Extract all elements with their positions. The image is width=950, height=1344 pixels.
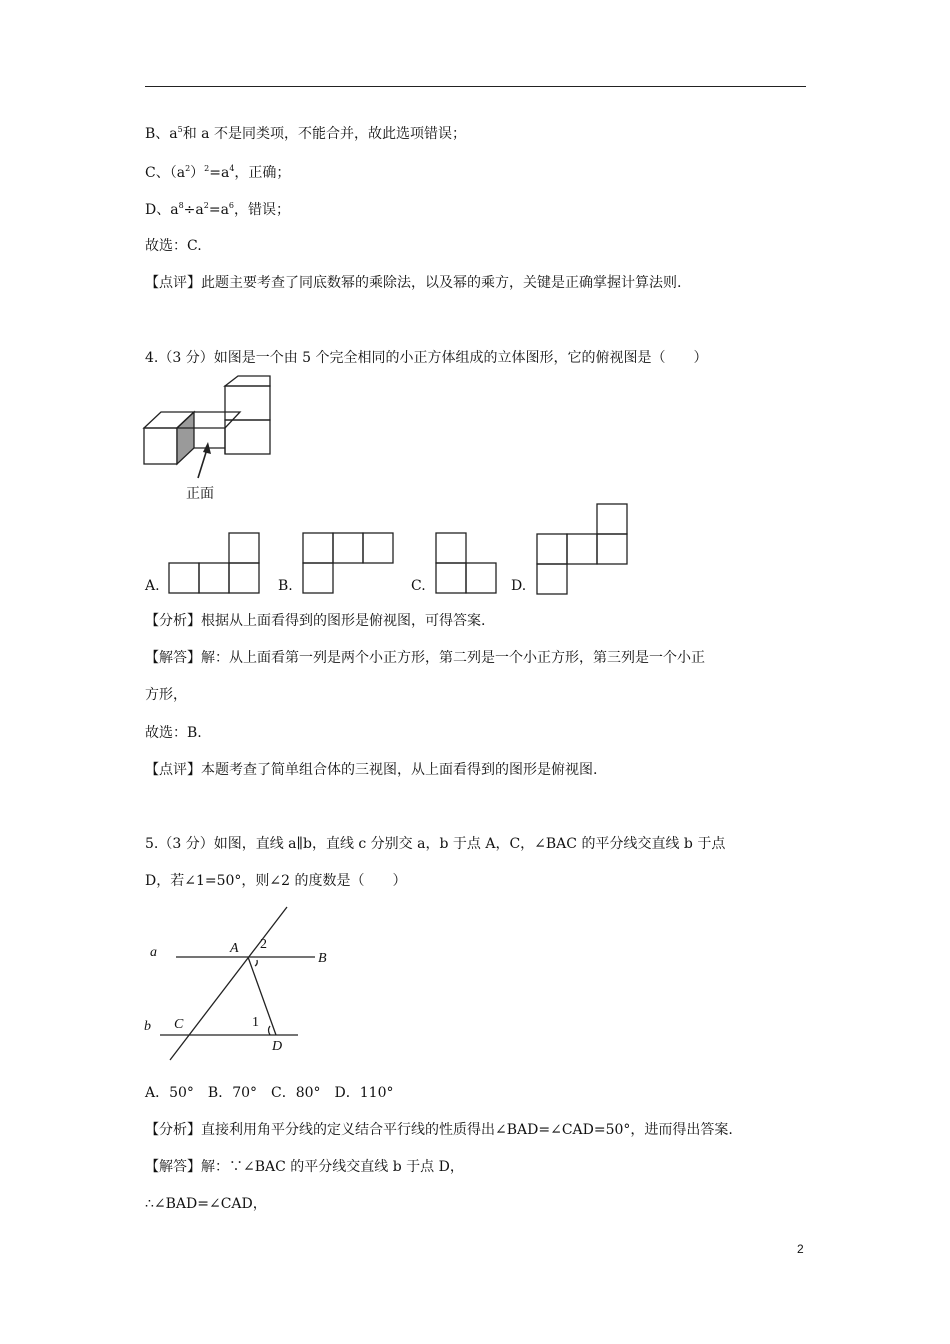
- angle-mark-a: [255, 960, 257, 966]
- label-point-a: A: [230, 941, 239, 956]
- angle-mark-d: [269, 1026, 271, 1035]
- sup: 8: [178, 201, 184, 210]
- label-point-d: D: [272, 1039, 283, 1054]
- label-point-b: B: [318, 951, 327, 966]
- text: =a: [209, 165, 230, 181]
- q5-solution-line1: 【解答】解：∵∠BAC 的平分线交直线 b 于点 D，: [145, 1159, 464, 1175]
- q3-option-b-line: [145, 124, 466, 144]
- q3-answer: 故选：C.: [145, 238, 202, 254]
- label-b: b: [144, 1019, 151, 1034]
- q5-analysis: 【分析】直接利用角平分线的定义结合平行线的性质得出∠BAD=∠CAD=50°，进而得出答案.: [145, 1122, 733, 1138]
- text: 和 a 不是同类项，不能合并，故此选项错误；: [182, 126, 466, 142]
- q3-option-d-line: [145, 200, 290, 220]
- q4-option-b-label: B.: [278, 578, 293, 594]
- q4-option-a-figure: [168, 533, 260, 595]
- q4-stem: 4.（3 分）如图是一个由 5 个完全相同的小正方体组成的立体图形，它的俯视图是（ ）: [145, 350, 708, 366]
- sup: 4: [229, 164, 235, 173]
- q4-option-c-label: C.: [411, 578, 426, 594]
- q4-option-d-label: D.: [511, 578, 527, 594]
- q4-comment: 【点评】本题考查了简单组合体的三视图，从上面看得到的图形是俯视图.: [145, 762, 598, 778]
- q5-stem-line2: D，若∠1=50°，则∠2 的度数是（ ）: [145, 873, 407, 889]
- text: ，正确；: [234, 165, 291, 181]
- sup: 6: [228, 201, 235, 210]
- q4-solution-line1: 【解答】解：从上面看第一列是两个小正方形，第二列是一个小正方形，第三列是一个小正: [145, 650, 705, 666]
- text: C、（a: [145, 165, 186, 181]
- text: D、a: [145, 202, 179, 218]
- q5-solution-line2: ∴∠BAD=∠CAD，: [145, 1196, 267, 1212]
- header-rule: [145, 86, 806, 87]
- q3-option-c-line: [145, 163, 290, 183]
- cube-tower-upper: [225, 386, 270, 420]
- q4-answer: 故选：B.: [145, 725, 202, 741]
- text: B、a: [145, 126, 178, 142]
- front-view-label: 正面: [186, 486, 214, 502]
- page-number: 2: [797, 1242, 804, 1256]
- text: ）: [190, 165, 205, 181]
- text: ÷a: [183, 202, 204, 218]
- q5-options: A．50° B．70° C．80° D．110°: [145, 1085, 394, 1101]
- sup: 2: [185, 164, 191, 173]
- cube-tower-top: [225, 376, 270, 386]
- text: =a: [208, 202, 229, 218]
- line-c: [170, 907, 287, 1060]
- sup: 5: [177, 125, 183, 134]
- q5-stem-line1: 5.（3 分）如图，直线 a∥b，直线 c 分别交 a，b 于点 A，C，∠BAC 的平分线交直线 b 于点: [145, 836, 726, 852]
- sup: 2: [204, 164, 210, 173]
- label-point-c: C: [174, 1017, 184, 1032]
- q4-option-c-figure: [435, 533, 497, 595]
- q4-option-a-label: A.: [145, 578, 160, 594]
- q5-geometry-figure: [140, 902, 340, 1062]
- cube-tower-lower: [225, 420, 270, 454]
- text: ，错误；: [234, 202, 291, 218]
- label-angle-1: 1: [252, 1015, 259, 1030]
- q3-comment: 【点评】此题主要考查了同底数幂的乘除法，以及幂的乘方，关键是正确掌握计算法则.: [145, 275, 682, 291]
- q4-option-b-figure: [302, 533, 394, 595]
- label-angle-2: 2: [260, 937, 267, 952]
- label-a: a: [150, 945, 157, 960]
- q4-option-d-figure: [536, 503, 628, 595]
- q4-analysis: 【分析】根据从上面看得到的图形是俯视图，可得答案.: [145, 613, 486, 629]
- sup: 2: [203, 201, 209, 210]
- cube-front-left: [144, 428, 177, 464]
- q4-solution-line2: 方形，: [145, 687, 187, 703]
